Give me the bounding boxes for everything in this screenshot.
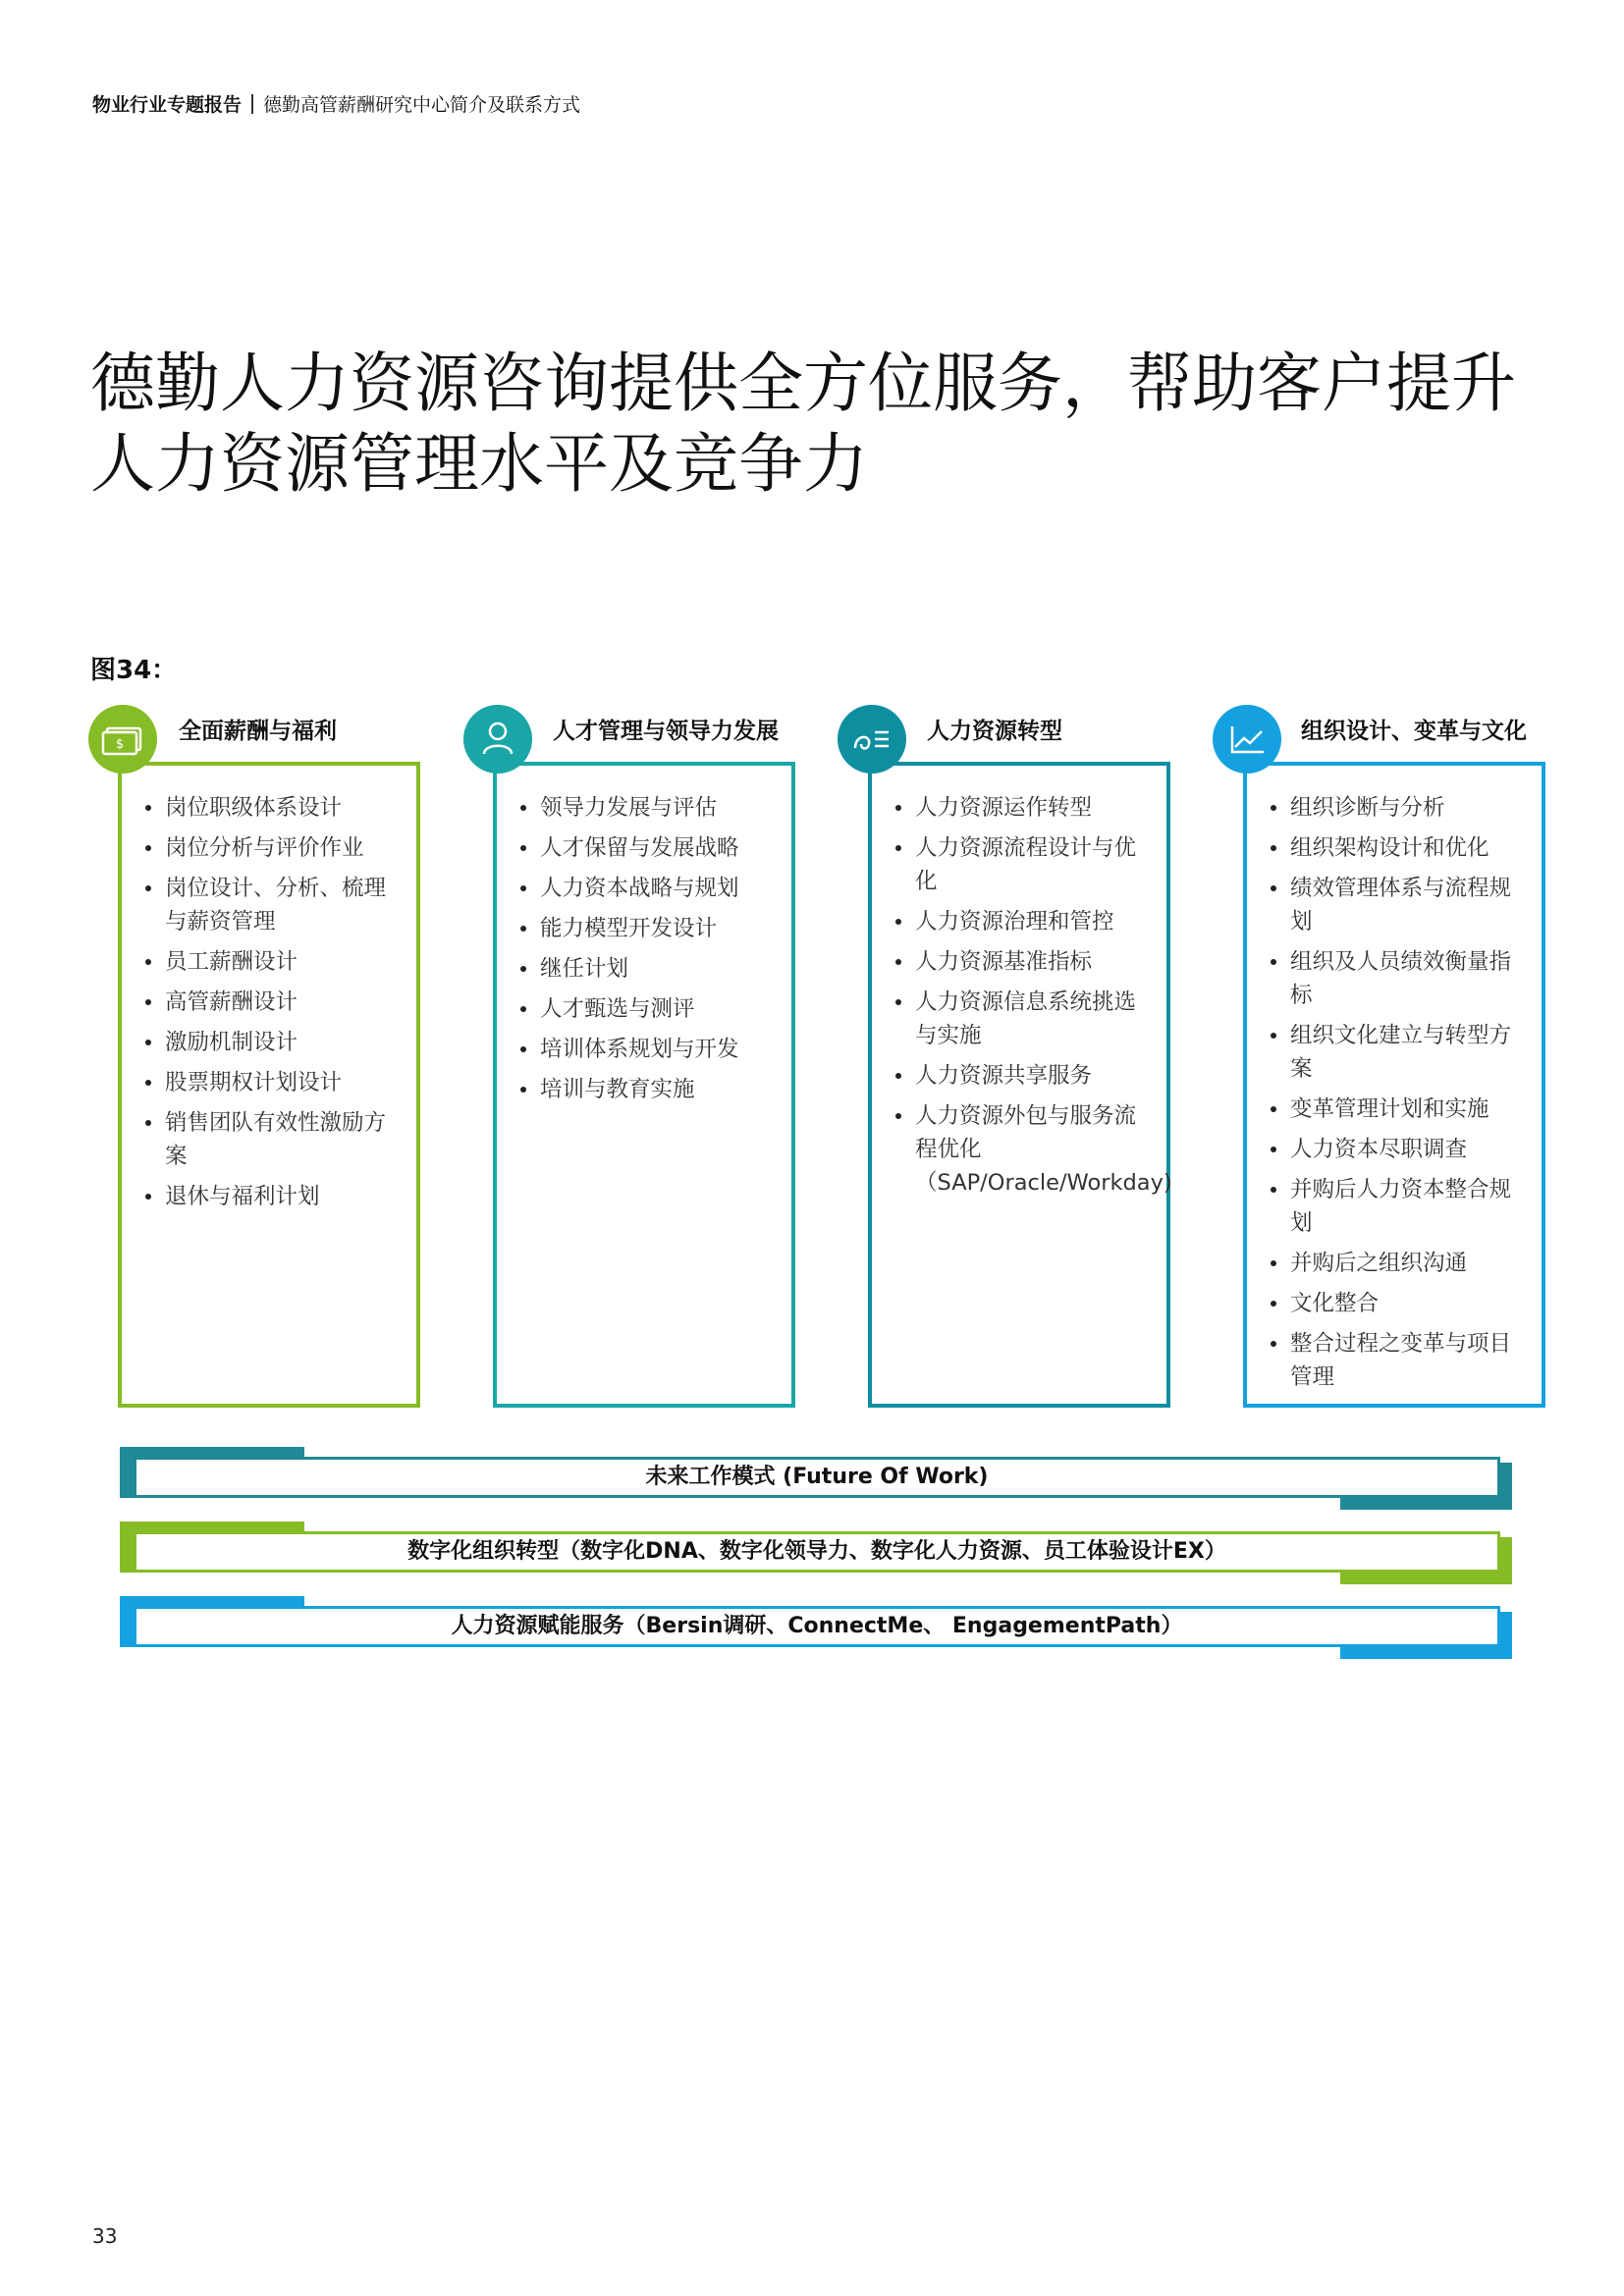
banner-text: 未来工作模式 (Future Of Work): [134, 1457, 1500, 1498]
column-card-transformation: [868, 762, 1170, 1408]
column-card-compensation: [118, 762, 420, 1408]
section-name: 德勤高管薪酬研究中心简介及联系方式: [263, 94, 581, 116]
list-item: 培训体系规划与开发: [540, 1033, 782, 1066]
list-item: 人力资源治理和管控: [915, 905, 1157, 938]
list-item: 岗位设计、分析、梳理与薪资管理: [165, 872, 406, 938]
banner-accent: [120, 1447, 134, 1498]
list-item: 整合过程之变革与项目管理: [1290, 1327, 1532, 1394]
list-item: 人力资源外包与服务流程优化（SAP/Oracle/Workday): [915, 1099, 1157, 1200]
column-card-organization: [1243, 762, 1545, 1408]
column-title-talent: 人才管理与领导力发展: [553, 719, 779, 744]
banner-digital-org: [120, 1522, 1512, 1584]
list-item: 继任计划: [540, 952, 782, 986]
banner-accent: [1498, 1612, 1512, 1659]
title-line-2: 人力资源管理水平及竞争力: [90, 426, 868, 502]
page-number: 33: [92, 2224, 118, 2248]
column-items: [497, 791, 791, 1113]
page-title: [90, 344, 1516, 505]
list-item: 人力资源基准指标: [915, 945, 1157, 979]
report-name: 物业行业专题报告: [92, 94, 243, 116]
banner-hr-enablement: [120, 1596, 1512, 1659]
banner-accent: [1340, 1571, 1512, 1584]
list-item: 组织诊断与分析: [1290, 791, 1532, 825]
column-items: [872, 791, 1172, 1206]
list-item: 销售团队有效性激励方案: [165, 1106, 406, 1173]
list-item: 能力模型开发设计: [540, 912, 782, 945]
column-items: [122, 791, 416, 1220]
list-item: 领导力发展与评估: [540, 791, 782, 825]
page-header: [92, 90, 580, 117]
banner-text: 数字化组织转型（数字化DNA、数字化领导力、数字化人力资源、员工体验设计EX）: [134, 1531, 1500, 1573]
title-line-1: 德勤人力资源咨询提供全方位服务，帮助客户提升: [90, 346, 1516, 421]
banner-accent: [120, 1596, 134, 1647]
list-item: 培训与教育实施: [540, 1073, 782, 1106]
figure-label: 图34：: [90, 656, 178, 685]
column-title-organization: 组织设计、变革与文化: [1301, 719, 1527, 744]
banner-future-of-work: [120, 1447, 1512, 1510]
list-item: 变革管理计划和实施: [1290, 1093, 1532, 1126]
list-item: 退休与福利计划: [165, 1180, 406, 1213]
list-item: 股票期权计划设计: [165, 1066, 406, 1099]
column-title-transformation: 人力资源转型: [927, 719, 1062, 744]
list-item: 人力资本尽职调查: [1290, 1133, 1532, 1166]
list-item: 员工薪酬设计: [165, 945, 406, 979]
list-item: 人才保留与发展战略: [540, 831, 782, 865]
list-item: 文化整合: [1290, 1287, 1532, 1320]
column-title-compensation: 全面薪酬与福利: [179, 719, 337, 744]
list-item: 组织文化建立与转型方案: [1290, 1019, 1532, 1086]
list-item: 岗位分析与评价作业: [165, 831, 406, 865]
column-items: [1247, 791, 1542, 1401]
banner-accent: [1498, 1537, 1512, 1584]
list-item: 绩效管理体系与流程规划: [1290, 872, 1532, 938]
list-item: 组织及人员绩效衡量指标: [1290, 945, 1532, 1012]
header-divider: [251, 94, 253, 114]
list-item: 人力资源流程设计与优化: [915, 831, 1157, 898]
list-item: 人力资源共享服务: [915, 1059, 1157, 1093]
svg-text:$: $: [115, 737, 125, 752]
banner-accent: [1498, 1463, 1512, 1510]
banner-accent: [1340, 1496, 1512, 1510]
list-item: 并购后之组织沟通: [1290, 1247, 1532, 1280]
list-item: 并购后人力资本整合规划: [1290, 1173, 1532, 1240]
list-item: 高管薪酬设计: [165, 986, 406, 1019]
list-item: 组织架构设计和优化: [1290, 831, 1532, 865]
list-item: 人力资源运作转型: [915, 791, 1157, 825]
list-item: 岗位职级体系设计: [165, 791, 406, 825]
list-item: 人力资源信息系统挑选与实施: [915, 986, 1157, 1052]
banner-accent: [1340, 1645, 1512, 1659]
list-item: 人才甄选与测评: [540, 992, 782, 1026]
list-item: 人力资本战略与规划: [540, 872, 782, 905]
banner-accent: [120, 1522, 134, 1573]
banner-text: 人力资源赋能服务（Bersin调研、ConnectMe、 EngagementPath）: [134, 1606, 1500, 1647]
column-card-talent: [493, 762, 795, 1408]
list-item: 激励机制设计: [165, 1026, 406, 1059]
